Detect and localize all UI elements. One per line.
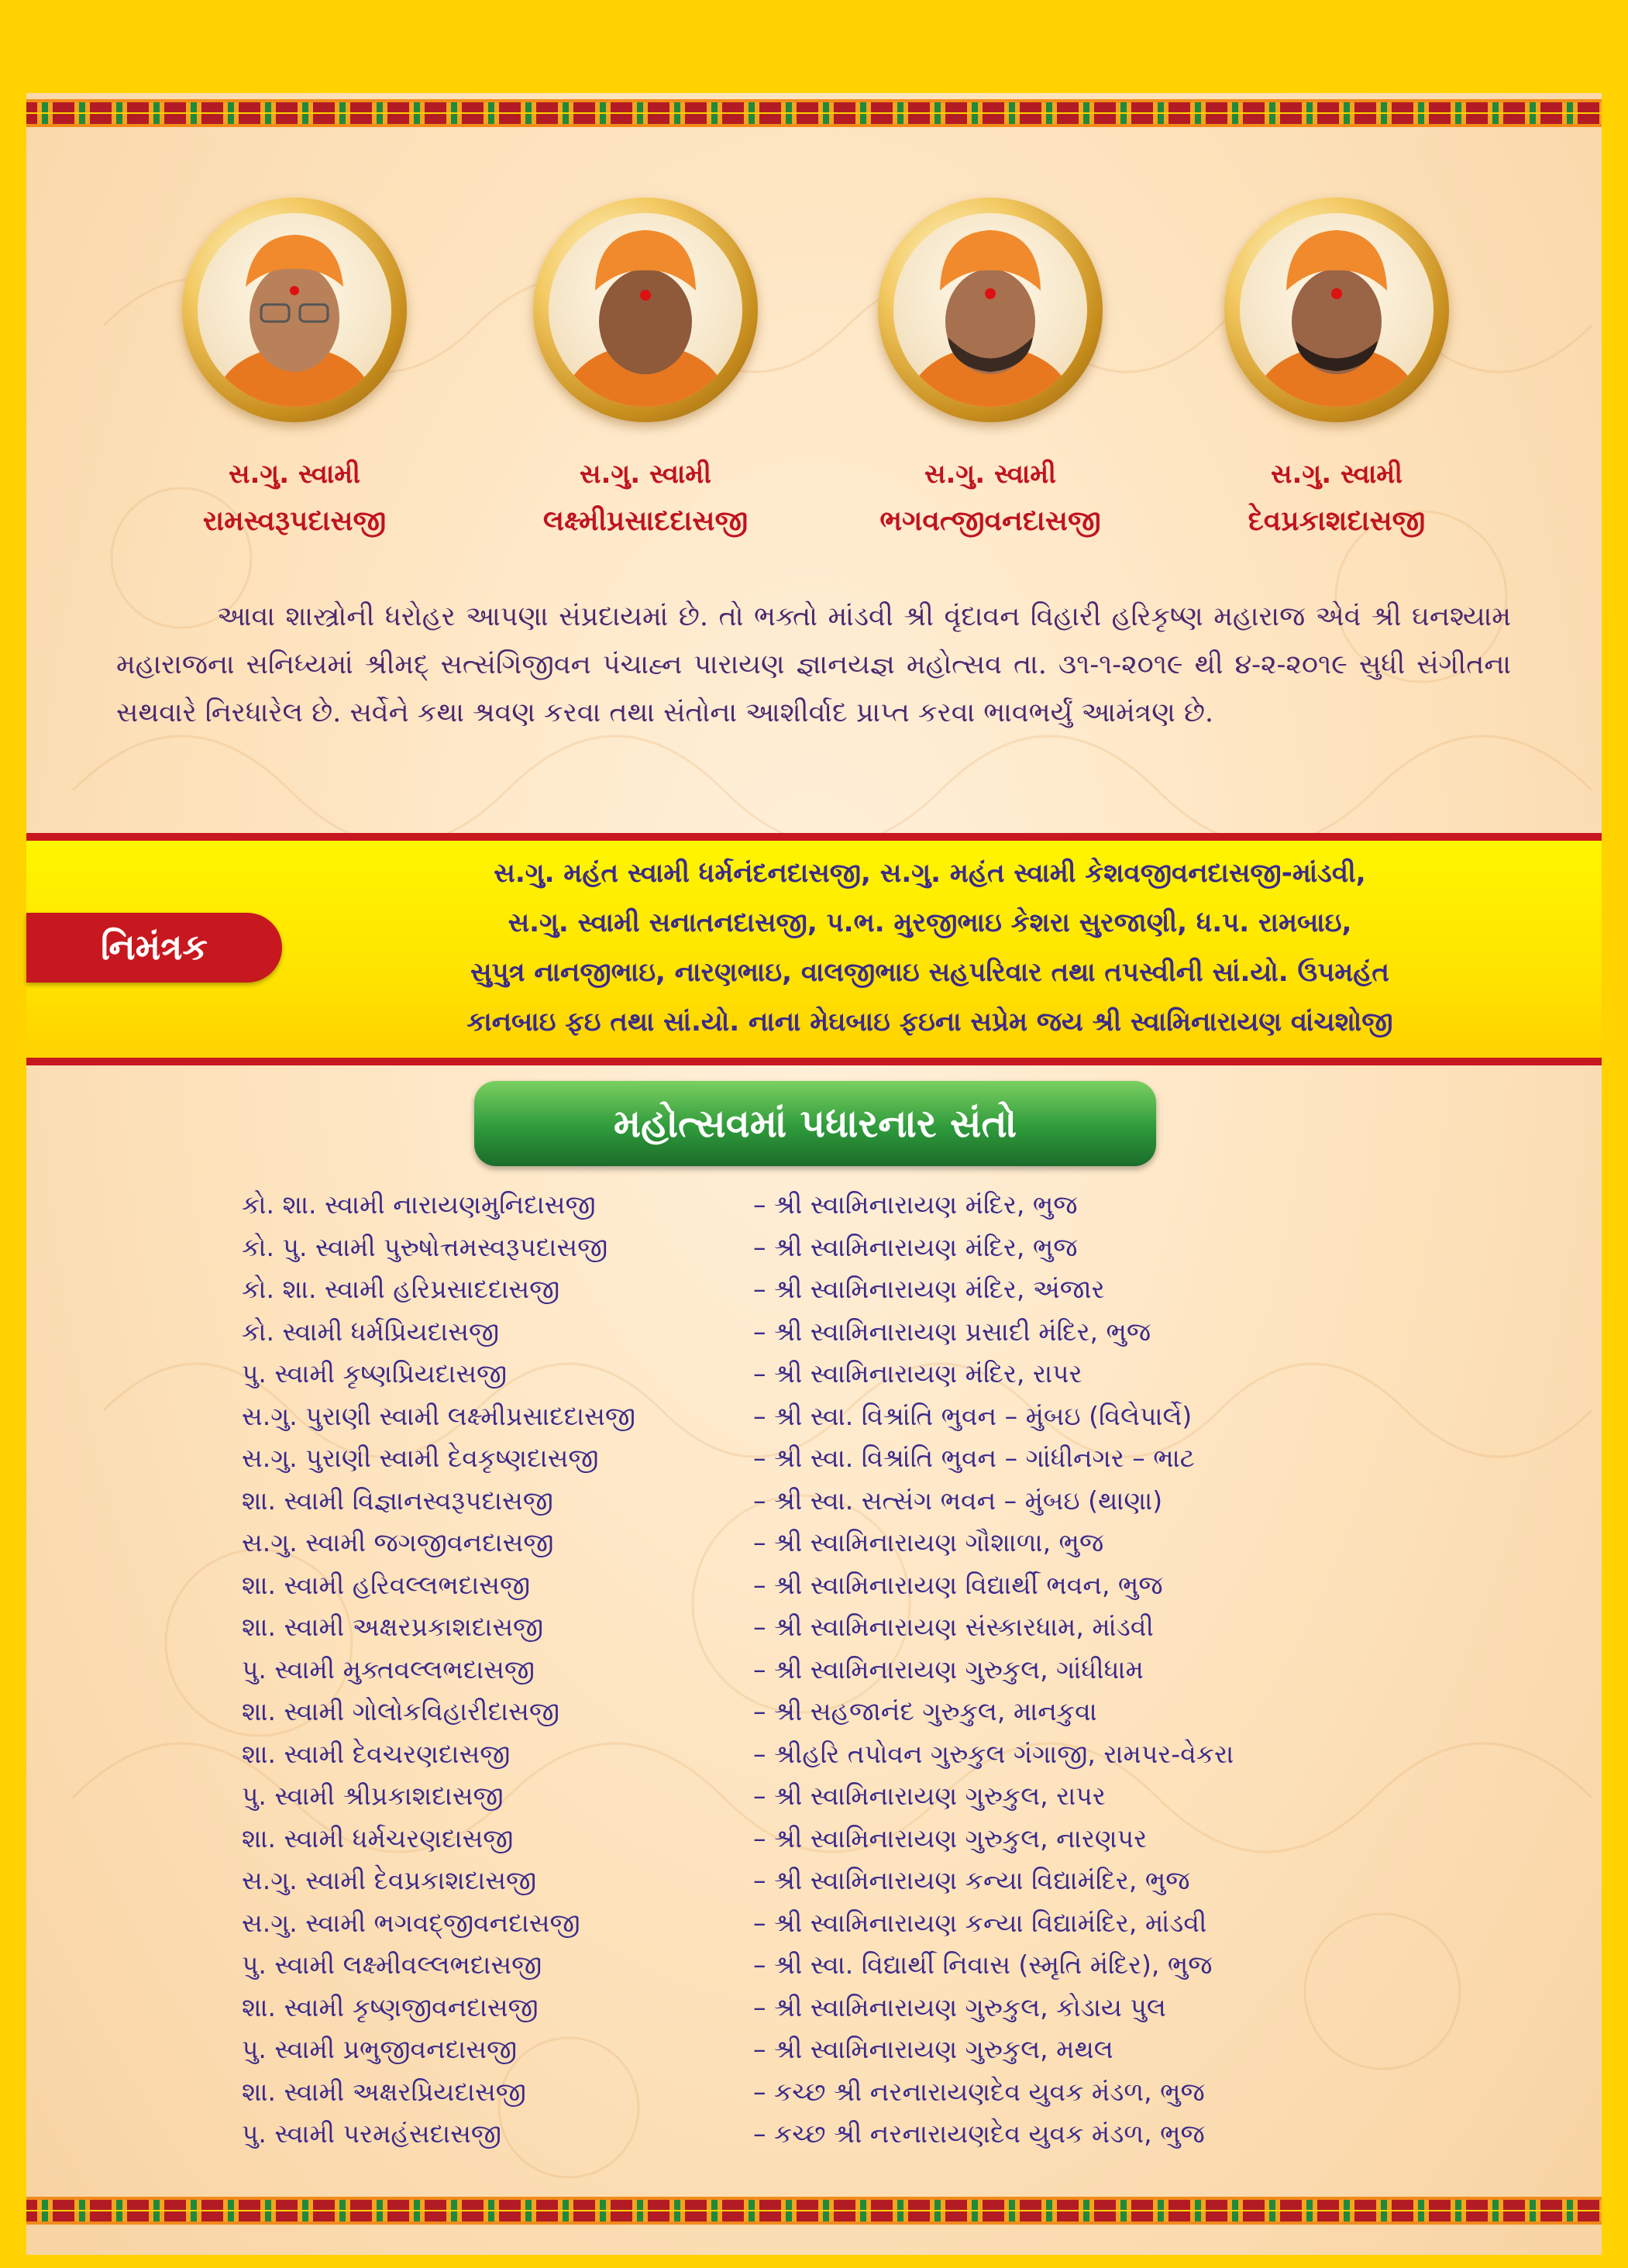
- list-item: [242, 1522, 1404, 1564]
- saint-place: – શ્રી સ્વામિનારાયણ ગુરુકુલ, નારણપર: [753, 1822, 1148, 1853]
- saint-place: – કચ્છ શ્રી નરનારાયણદેવ યુવક મંડળ, ભુજ: [753, 2076, 1205, 2107]
- portrait-frame: [533, 198, 758, 422]
- saint-place: – શ્રી સ્વા. સત્સંગ ભવન – મુંબઇ (થાણા): [753, 1485, 1163, 1516]
- portrait-name: દેવપ્રકાશદાસજી: [1248, 505, 1426, 537]
- saint-name: પુ. સ્વામી પરમહંસદાસજી: [242, 2118, 501, 2149]
- list-item: [242, 1268, 1404, 1311]
- list-item: [242, 1902, 1404, 1945]
- saint-name: શા. સ્વામી અક્ષરપ્રકાશદાસજી: [242, 1612, 544, 1643]
- saint-place: – શ્રી સ્વામિનારાયણ ગુરુકુલ, ગાંધીધામ: [753, 1654, 1144, 1685]
- saint-name: પુ. સ્વામી મુક્તવલ્લભદાસજી: [242, 1654, 535, 1685]
- saint-place: – શ્રી સ્વામિનારાયણ મંદિર, ભુજ: [753, 1231, 1078, 1262]
- portrait-title: સ.ગુ. સ્વામી: [1270, 459, 1403, 490]
- saint-name: શા. સ્વામી ગોલોકવિહારીદાસજી: [242, 1696, 560, 1727]
- list-item: [242, 1437, 1404, 1480]
- list-item: [242, 1775, 1404, 1818]
- saint-name: કો. શા. સ્વામી હરિપ્રસાદદાસજી: [242, 1274, 560, 1305]
- inviter-line: સ.ગુ. સ્વામી સનાતનદાસજી, પ.ભ. મુરજીભાઇ કેશરા સુરજાણી, ધ.પ. રામબાઇ,: [508, 907, 1352, 938]
- saint-place: – શ્રી સ્વામિનારાયણ ગુરુકુલ, રાપર: [753, 1781, 1106, 1812]
- list-item: [242, 1564, 1404, 1607]
- saint-name: કો. પુ. સ્વામી પુરુષોત્તમસ્વરૂપદાસજી: [242, 1231, 608, 1262]
- saint-name: શા. સ્વામી અક્ષરપ્રિયદાસજી: [242, 2076, 526, 2107]
- saint-place: – શ્રી સ્વામિનારાયણ મંદિર, અંજાર: [753, 1274, 1105, 1305]
- list-item: [242, 2113, 1404, 2156]
- list-item: [242, 1649, 1404, 1692]
- portrait-frame: [182, 198, 407, 422]
- portrait-title: સ.ગુ. સ્વામી: [228, 459, 361, 490]
- list-item: [242, 1733, 1404, 1776]
- saint-place: – શ્રી સ્વામિનારાયણ ગૌશાળા, ભુજ: [753, 1527, 1104, 1558]
- inviter-names: [302, 848, 1557, 1047]
- saint-place: – શ્રી સ્વામિનારાયણ ગુરુકુલ, મથલ: [753, 2034, 1113, 2065]
- saint-portrait-image: [549, 213, 742, 407]
- invitation-paragraph: આવા શાસ્ત્રોની ધરોહર આપણા સંપ્રદાયમાં છે. તો ભક્તો માંડવી શ્રી વૃંદાવન વિહારી હરિકૃષ્ણ મહારાજ એવં શ્રી ઘનશ્યામ મહારાજના સનિધ્યમાં શ્રીમદ્ સત્સંગિજીવન પંચાહ્ન પારાયણ જ્ઞાનયજ્ઞ મહોત્સવ તા. ૩૧-૧-૨૦૧૯ થી ૪-૨-૨૦૧૯ સુધી સંગીતના સથવારે નિરધારેલ છે. સર્વેને કથા શ્રવણ કરવા તથા સંતોના આશીર્વાદ પ્રાપ્ત કરવા ભાવભર્યું આમંત્રણ છે.: [116, 601, 1511, 728]
- saint-name: સ.ગુ. સ્વામી ભગવદ્જીવનદાસજી: [242, 1907, 580, 1938]
- saint-place: – શ્રી સ્વા. વિશ્રાંતિ ભુવન – ગાંધીનગર – ભાટ: [753, 1443, 1195, 1474]
- saint-place: – શ્રી સ્વામિનારાયણ ગુરુકુલ, કોડાય પુલ: [753, 1991, 1166, 2022]
- saint-name: શા. સ્વામી ધર્મચરણદાસજી: [242, 1822, 514, 1853]
- list-item: [242, 1396, 1404, 1438]
- saint-place: – શ્રી સ્વામિનારાયણ કન્યા વિદ્યામંદિર, માંડવી: [753, 1907, 1207, 1938]
- inviter-label: નિમંત્રક: [26, 913, 282, 983]
- saints-heading: મહોત્સવમાં પધારનાર સંતો: [474, 1081, 1156, 1166]
- list-item: [242, 1184, 1404, 1227]
- list-item: [242, 1987, 1404, 2029]
- saint-place: – શ્રી સ્વામિનારાયણ મંદિર, રાપર: [753, 1358, 1082, 1389]
- saint-place: – શ્રીહરિ તપોવન ગુરુકુલ ગંગાજી, રામપર-વેકરા: [753, 1738, 1234, 1769]
- saint-place: – શ્રી સ્વામિનારાયણ કન્યા વિદ્યામંદિર, ભુજ: [753, 1865, 1190, 1896]
- list-item: [242, 1311, 1404, 1354]
- saint-place: – કચ્છ શ્રી નરનારાયણદેવ યુવક મંડળ, ભુજ: [753, 2118, 1205, 2149]
- saint-place: – શ્રી સ્વા. વિશ્રાંતિ ભુવન – મુંબઇ (વિલેપાર્લે): [753, 1400, 1193, 1431]
- saint-name: શા. સ્વામી હરિવલ્લભદાસજી: [242, 1569, 531, 1600]
- list-item: [242, 2071, 1404, 2114]
- saint-name: કો. સ્વામી ધર્મપ્રિયદાસજી: [242, 1316, 500, 1347]
- saint-portrait-image: [893, 213, 1087, 407]
- saint-name: શા. સ્વામી કૃષ્ણજીવનદાસજી: [242, 1991, 539, 2022]
- list-item: [242, 1860, 1404, 1902]
- saint-name: પુ. સ્વામી લક્ષ્મીવલ્લભદાસજી: [242, 1950, 542, 1981]
- inviter-line: સ.ગુ. મહંત સ્વામી ધર્મનંદનદાસજી, સ.ગુ. મહંત સ્વામી કેશવજીવનદાસજી-માંડવી,: [494, 858, 1366, 889]
- portrait-name: રામસ્વરૂપદાસજી: [202, 505, 387, 537]
- saint-portrait-image: [1240, 213, 1434, 407]
- saint-name: પુ. સ્વામી શ્રીપ્રકાશદાસજી: [242, 1781, 504, 1812]
- saints-list: [242, 1184, 1404, 2156]
- saint-name: સ.ગુ. સ્વામી દેવપ્રકાશદાસજી: [242, 1865, 537, 1896]
- portrait-frame: [1224, 198, 1449, 422]
- saint-place: – શ્રી સ્વામિનારાયણ મંદિર, ભુજ: [753, 1189, 1078, 1220]
- inviter-line: કાનબાઇ ફઇ તથા સાં.યો. નાના મેઘબાઇ ફઇના સપ્રેમ જય શ્રી સ્વામિનારાયણ વાંચશોજી: [466, 1007, 1393, 1038]
- saint-name: શા. સ્વામી વિજ્ઞાનસ્વરૂપદાસજી: [242, 1485, 553, 1516]
- saint-name: સ.ગુ. પુરાણી સ્વામી લક્ષ્મીપ્રસાદદાસજી: [242, 1400, 636, 1431]
- saint-place: – શ્રી સ્વામિનારાયણ પ્રસાદી મંદિર, ભુજ: [753, 1316, 1151, 1347]
- portrait-name: ભગવત્જીવનદાસજી: [879, 505, 1101, 537]
- saint-name: સ.ગુ. પુરાણી સ્વામી દેવકૃષ્ણદાસજી: [242, 1443, 599, 1474]
- portrait-name: લક્ષ્મીપ્રસાદદાસજી: [542, 505, 749, 537]
- saint-name: શા. સ્વામી દેવચરણદાસજી: [242, 1738, 511, 1769]
- list-item: [242, 1227, 1404, 1269]
- saint-place: – શ્રી સ્વા. વિદ્યાર્થી નિવાસ (સ્મૃતિ મંદિર), ભુજ: [753, 1950, 1213, 1981]
- inviter-line: સુપુત્ર નાનજીભાઇ, નારણભાઇ, વાલજીભાઇ સહપરિવાર તથા તપસ્વીની સાં.યો. ઉપમહંત: [470, 957, 1389, 988]
- list-item: [242, 1606, 1404, 1649]
- portrait-title: સ.ગુ. સ્વામી: [924, 459, 1057, 490]
- saint-name: પુ. સ્વામી પ્રભુજીવનદાસજી: [242, 2034, 518, 2065]
- saint-portrait-image: [198, 213, 391, 407]
- saint-place: – શ્રી સ્વામિનારાયણ સંસ્કારધામ, માંડવી: [753, 1612, 1154, 1643]
- list-item: [242, 1480, 1404, 1523]
- saint-place: – શ્રી સહજાનંદ ગુરુકુલ, માનકુવા: [753, 1696, 1097, 1727]
- list-item: [242, 1353, 1404, 1396]
- list-item: [242, 2029, 1404, 2071]
- saint-name: પુ. સ્વામી કૃષ્ણપ્રિયદાસજી: [242, 1358, 508, 1389]
- list-item: [242, 1944, 1404, 1987]
- top-decorative-border: [26, 99, 1602, 127]
- bottom-decorative-border: [26, 2197, 1602, 2225]
- portrait-title: સ.ગુ. સ્વામી: [579, 459, 712, 490]
- saint-place: – શ્રી સ્વામિનારાયણ વિદ્યાર્થી ભવન, ભુજ: [753, 1569, 1163, 1600]
- portrait-frame: [878, 198, 1103, 422]
- saint-name: સ.ગુ. સ્વામી જગજીવનદાસજી: [242, 1527, 554, 1558]
- list-item: [242, 1818, 1404, 1860]
- list-item: [242, 1691, 1404, 1733]
- saint-name: કો. શા. સ્વામી નારાયણમુનિદાસજી: [242, 1189, 596, 1220]
